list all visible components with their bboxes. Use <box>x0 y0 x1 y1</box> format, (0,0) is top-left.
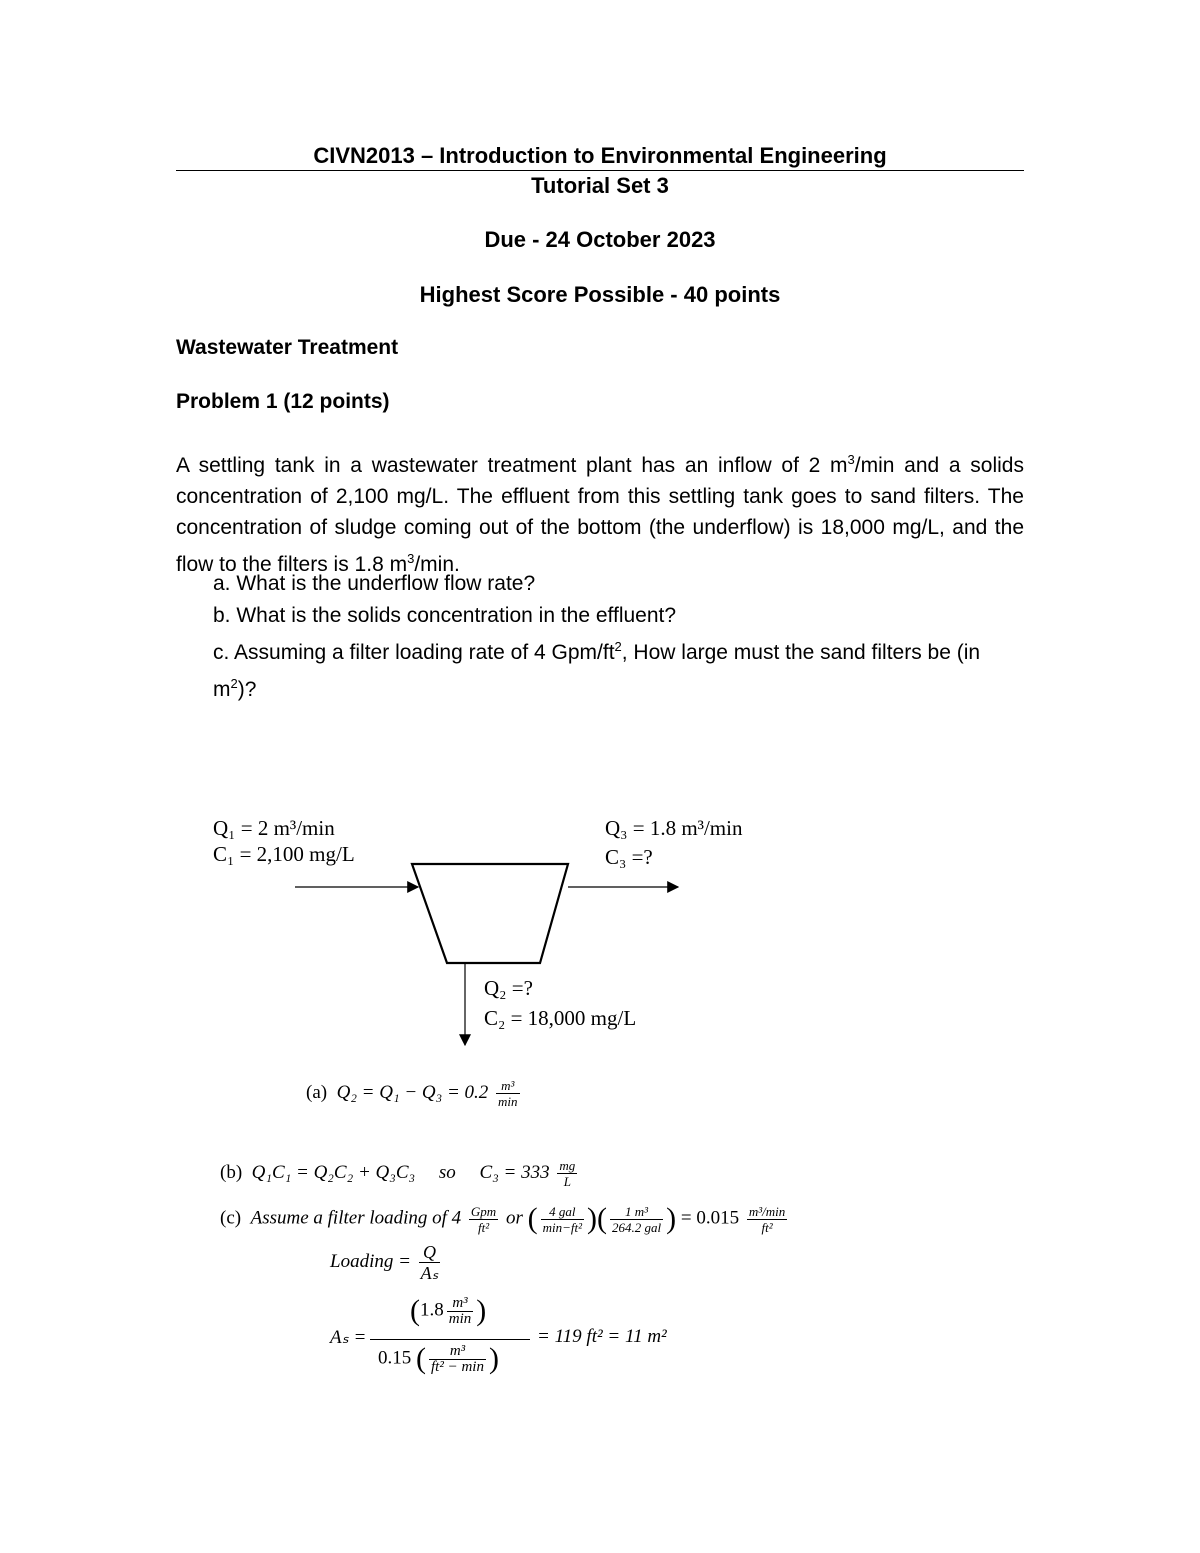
area-label: Aₛ = <box>330 1327 367 1348</box>
q2-label: Q₂ =? <box>484 976 533 1000</box>
settling-tank-shape <box>412 864 568 963</box>
q3-label: Q₃ = 1.8 m³/min <box>605 816 743 840</box>
course-title: CIVN2013 – Introduction to Environmental Engineering <box>313 143 887 168</box>
area-denominator: 0.15 ( $\frac{\text{m³}}{\text{ft² − min}}$ ) <box>378 1342 499 1375</box>
area-fraction-bar <box>370 1339 530 1340</box>
problem-statement: A settling tank in a wastewater treatment plant has an inflow of 2 $m^3/\min$ and a solids concentration of 2,100 mg/L. The effluent from this settling tank goes to sand filters. The concentration of sludge coming out of the bottom (the underflow) is 18,000 mg/L, and the flow to the filters is 1.8 $m^3/\min$. <box>176 452 1024 576</box>
tutorial-title: Tutorial Set 3 <box>531 173 669 198</box>
problem-title: Problem 1 (12 points) <box>176 390 390 413</box>
question-a: a. What is the underflow flow rate? <box>213 572 536 595</box>
area-numerator: (1.8 $\frac{\text{m³}}{\min}$ ) <box>410 1294 487 1327</box>
solution-b: (b) Q₁C₁ = Q₂C₂ + Q₃C₃ so C₃ = 333 $\frac{mg}{L}$ <box>220 1158 576 1189</box>
question-c: c. Assuming a filter loading rate of 4 Gpm/$ft^2$, How large must the sand filters be (in $m^2$)? <box>213 639 981 701</box>
c1-label: C₁ = 2,100 mg/L <box>213 842 355 866</box>
section-title: Wastewater Treatment <box>176 336 399 359</box>
c2-label: C₂ = 18,000 mg/L <box>484 1006 637 1030</box>
q1-label: Q₁ = 2 m³/min <box>213 816 335 840</box>
solution-c: (c) Assume a filter loading of 4 $\frac{\text{Gpm}}{\text{ft²}}$ or ( $\frac{\text{4 gal}}{\text{min−ft²}}$ )( $\frac{\text{1 m³}}{\text{264.2 gal}}$ ) = 0.015 $\frac{\text{m³/min}}{\text{ft²}}$ <box>220 1202 786 1235</box>
c3-label: C₃ =? <box>605 845 653 869</box>
due-date: Due - 24 October 2023 <box>484 227 716 252</box>
highest-score: Highest Score Possible - 40 points <box>419 282 781 307</box>
solution-a: (a) Q₂ = Q₁ − Q₃ = 0.2 $\frac{\text{m³}}{\min}$ <box>306 1078 518 1109</box>
question-b: b. What is the solids concentration in the effluent? <box>213 604 677 627</box>
area-result: = 119 ft² = 11 m² <box>537 1326 667 1347</box>
loading-equation: Loading = $\frac{Q}{\text{Aₛ}}$ <box>330 1242 439 1283</box>
